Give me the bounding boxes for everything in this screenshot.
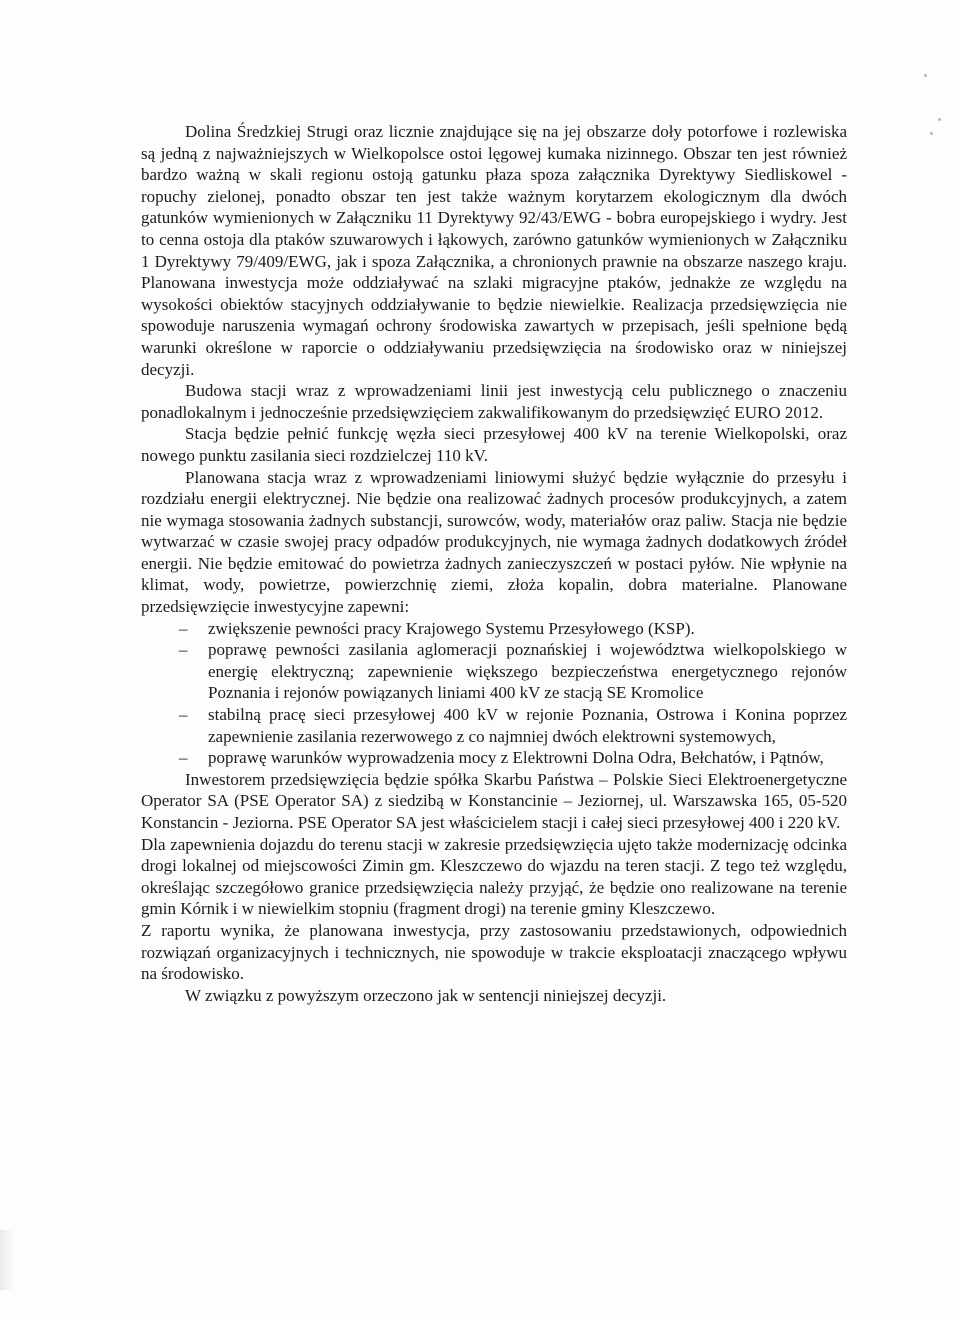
list-item-text: stabilną pracę sieci przesyłowej 400 kV w rejonie Poznania, Ostrowa i Konina poprzez zapewnienie zasilania rezerwowego z co najmniej dwóch elektrowni systemowych,: [208, 705, 847, 746]
paragraph: Z raportu wynika, że planowana inwestycja, przy zastosowaniu przedstawionych, odpowiednich rozwiązań organizacyjnych i technicznych, nie spowoduje w trakcie eksploatacji znaczącego wpływu na środowisko.: [141, 920, 847, 984]
list-item: [141, 639, 847, 704]
list-dash: –: [179, 705, 188, 725]
scan-speck: [930, 132, 933, 135]
document-body: [141, 121, 847, 1006]
paragraph: Planowana stacja wraz z wprowadzeniami liniowymi służyć będzie wyłącznie do przesyłu i rozdziału energii elektrycznej. Nie będzie ona realizować żadnych procesów produkcyjnych, a zatem nie wymaga stosowania żadnych substancji, surowców, wody, materiałów oraz paliw. Stacja nie będzie wytwarzać w czasie swojej pracy odpadów produkcyjnych, nie wymaga żadnych dodatkowych źródeł energii. Nie będzie emitować do powietrza żadnych zanieczyszczeń w postaci pyłów. Nie wpłynie na klimat, wody, powietrze, powierzchnię ziemi, złoża kopalin, dobra materialne. Planowane przedsięwzięcie inwestycyjne zapewni:: [141, 467, 847, 617]
scan-speck: [924, 74, 927, 77]
list-item: [141, 704, 847, 747]
paragraph: Budowa stacji wraz z wprowadzeniami linii jest inwestycją celu publicznego o znaczeniu ponadlokalnym i jednocześnie przedsięwzięciem zakwalifikowanym do przedsięwzięć EURO 2012.: [141, 381, 847, 422]
scan-edge-shadow: [0, 1230, 14, 1290]
list-dash: –: [179, 748, 188, 768]
paragraph: W związku z powyższym orzeczono jak w sentencji niniejszej decyzji.: [185, 985, 667, 1005]
paragraph: Dolina Średzkiej Strugi oraz licznie znajdujące się na jej obszarze doły potorfowe i rozlewiska są jedną z najważniejszych w Wielkopolsce ostoi lęgowej kumaka nizinnego. Obszar ten jest również bardzo ważną w skali regionu ostoją gatunku płaza spoza załącznika Dyrektywy Siedliskowel - ropuchy zielonej, ponadto obszar ten jest także ważnym korytarzem ekologicznym dla dwóch gatunków wymienionych w Załączniku 11 Dyrektywy 92/43/EWG - bobra europejskiego i wydry. Jest to cenna ostoja dla ptaków szuwarowych i łąkowych, zarówno gatunków wymienionych w Załączniku 1 Dyrektywy 79/409/EWG, jak i spoza Załącznika, a chronionych prawnie na obszarze naszego kraju. Planowana inwestycja może oddziaływać na szlaki migracyjne ptaków, jednakże ze względu na wysokości obiektów stacyjnych oddziaływanie to będzie niewielkie. Realizacja przedsięwzięcia nie spowoduje naruszenia wymagań ochrony środowiska zawartych w przepisach, jeśli spełnione będą warunki określone w raporcie o oddziaływaniu przedsięwzięcia na środowisko oraz w niniejszej decyzji.: [141, 122, 847, 379]
list-item: [141, 618, 847, 640]
benefits-list: [141, 618, 847, 769]
list-dash: –: [179, 640, 188, 660]
paragraph: Dla zapewnienia dojazdu do terenu stacji w zakresie przedsięwzięcia ujęto także modernizację odcinka drogi lokalnej od miejscowości Zimin gm. Kleszczewo do wjazdu na teren stacji. Z tego też względu, określając szczegółowo granice przedsięwzięcia należy przyjąć, że będzie ono realizowane na terenie gmin Kórnik i w niewielkim stopniu (fragment drogi) na terenie gminy Kleszczewo.: [141, 834, 847, 919]
list-item: [141, 747, 847, 769]
paragraph: Stacja będzie pełnić funkcję węzła sieci przesyłowej 400 kV na terenie Wielkopolski, oraz nowego punktu zasilania sieci rozdzielczej 110 kV.: [141, 424, 847, 465]
list-item-text: poprawę warunków wyprowadzenia mocy z Elektrowni Dolna Odra, Bełchatów, i Pątnów,: [208, 748, 824, 768]
paragraph: Inwestorem przedsięwzięcia będzie spółka Skarbu Państwa – Polskie Sieci Elektroenergetyczne Operator SA (PSE Operator SA) z siedzibą w Konstancinie – Jeziornej, ul. Warszawska 165, 05-520 Konstancin - Jeziorna. PSE Operator SA jest właścicielem stacji i całej sieci przesyłowej 400 i 220 kV.: [141, 769, 847, 832]
list-item-text: poprawę pewności zasilania aglomeracji poznańskiej i województwa wielkopolskiego w energię elektryczną; zapewnienie większego bezpieczeństwa energetycznego rejonów Poznania i rejonów powiązanych liniami 400 kV ze stacją SE Kromolice: [208, 640, 847, 703]
list-item-text: zwiększenie pewności pracy Krajowego Systemu Przesyłowego (KSP).: [208, 618, 695, 638]
scan-speck: [938, 118, 941, 121]
list-dash: –: [179, 618, 188, 638]
